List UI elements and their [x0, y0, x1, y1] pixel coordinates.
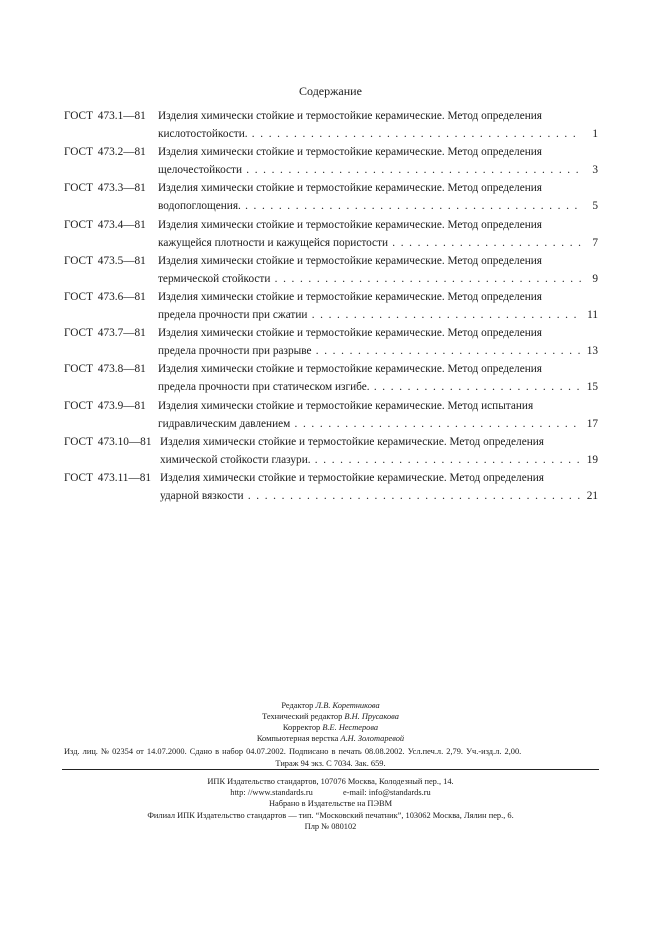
toc-page-number: 11: [587, 308, 598, 321]
page-title: Содержание: [299, 84, 362, 98]
credit-name: В.Е. Нестерова: [322, 723, 379, 732]
toc-page-number: 7: [592, 236, 598, 249]
toc-title-line2: термической стойкости . . .: [158, 273, 582, 285]
printing-details: Изд. лиц. № 02354 от 14.07.2000. Сдано в набор 04.07.2002. Подписано в печать 08.08.2002. Усл.печ.л. 2,79. Уч.-изд.л. 2,00.: [64, 747, 522, 756]
toc-page-number: 1: [592, 128, 598, 140]
credit-corrector: [0, 722, 661, 733]
toc-title-line1: Изделия химически стойкие и термостойкие керамические. Метод определения: [158, 254, 542, 267]
toc-standard-code: ГОСТ 473.11—81: [64, 471, 152, 484]
toc-entry: [64, 142, 604, 178]
toc-entry: [64, 432, 604, 468]
editorial-credits: [0, 700, 661, 744]
credit-role: Технический редактор: [262, 712, 343, 721]
toc-page-number: 5: [592, 200, 598, 213]
toc-title-line2: гидравлическим давлением . . .: [158, 418, 582, 430]
toc-standard-code: ГОСТ 473.8—81: [64, 363, 146, 376]
credit-name: В.Н. Прусакова: [344, 712, 399, 721]
toc-page-number: 21: [586, 489, 598, 502]
toc-standard-code: ГОСТ 473.4—81: [64, 218, 146, 231]
toc-entry: [64, 251, 604, 287]
toc-title-line1: Изделия химически стойкие и термостойкие керамические. Метод определения: [158, 110, 542, 122]
toc-title-line2: предела прочности при статическом изгибе. . . .: [158, 381, 582, 393]
toc-title-line1: Изделия химически стойкие и термостойкие керамические. Метод определения: [158, 327, 542, 340]
toc-title-line1: Изделия химически стойкие и термостойкие керамические. Метод испытания: [158, 399, 534, 412]
circulation-details: Тираж 94 экз. С 7034. Зак. 659.: [275, 759, 386, 768]
toc-standard-code: ГОСТ 473.10—81: [64, 435, 152, 448]
toc-page-number: 13: [586, 345, 598, 358]
toc-title-line1: Изделия химически стойкие и термостойкие керамические. Метод определения: [160, 435, 544, 448]
toc-entry: [64, 323, 604, 359]
toc-title-line1: Изделия химически стойкие и термостойкие керамические. Метод определения: [158, 146, 542, 159]
license-number: Плр № 080102: [304, 821, 357, 831]
credit-editor: [0, 700, 661, 711]
toc-title-line2: щелочестойкости . . .: [158, 164, 582, 176]
toc-standard-code: ГОСТ 473.5—81: [64, 254, 146, 267]
toc-entry: [64, 287, 604, 323]
credit-name: А.Н. Золотаревой: [340, 734, 405, 743]
toc-page-number: 19: [586, 453, 598, 466]
printing-house: Филиал ИПК Издательство стандартов — тип. “Московский печатник”, 103062 Москва, Лялин пер., 6.: [147, 810, 514, 820]
toc-title-line2: предела прочности при сжатии . . .: [158, 309, 582, 321]
toc-title-line2: кажущейся плотности и кажущейся пористости . . .: [158, 237, 582, 249]
toc-standard-code: ГОСТ 473.6—81: [64, 290, 146, 303]
toc-title-line1: Изделия химически стойкие и термостойкие керамические. Метод определения: [158, 182, 542, 195]
divider: [62, 769, 599, 770]
toc-title-line1: Изделия химически стойкие и термостойкие керамические. Метод определения: [158, 290, 542, 303]
credit-layout: [0, 733, 661, 744]
credit-name: Л.В. Коретникова: [315, 701, 380, 710]
toc-standard-code: ГОСТ 473.3—81: [64, 182, 146, 195]
toc-standard-code: ГОСТ 473.9—81: [64, 399, 146, 412]
credit-technical-editor: [0, 711, 661, 722]
toc-standard-code: ГОСТ 473.7—81: [64, 327, 146, 340]
toc-standard-code: ГОСТ 473.2—81: [64, 146, 146, 159]
publisher-info: [0, 776, 661, 832]
toc-page-number: 9: [592, 272, 598, 285]
toc-page-number: 3: [592, 164, 598, 177]
credit-role: Редактор: [281, 701, 314, 710]
toc-page-number: 17: [586, 417, 598, 430]
toc-entry: [64, 359, 604, 395]
toc-title-line1: Изделия химически стойкие и термостойкие керамические. Метод определения: [160, 471, 544, 484]
toc-title-line2: водопоглощения. . . .: [158, 200, 582, 212]
toc-title-line2: кислотостойкости. . . .: [158, 128, 582, 140]
toc-standard-code: ГОСТ 473.1—81: [64, 110, 146, 122]
table-of-contents: [64, 106, 604, 504]
publisher-email: e-mail: info@standards.ru: [342, 788, 431, 798]
credit-role: Компьютерная верстка: [256, 734, 339, 743]
toc-entry: [64, 178, 604, 214]
toc-entry: [64, 468, 604, 504]
toc-page-number: 15: [586, 381, 598, 394]
publisher-contacts: [0, 787, 661, 798]
toc-title-line2: химической стойкости глазури. . . .: [160, 454, 582, 466]
publisher-address: ИПК Издательство стандартов, 107076 Москва, Колодезный пер., 14.: [207, 777, 454, 786]
credit-role: Корректор: [282, 723, 321, 732]
toc-title-line1: Изделия химически стойкие и термостойкие керамические. Метод определения: [158, 363, 542, 376]
typesetting-note: Набрано в Издательстве на ПЭВМ: [268, 799, 393, 809]
publisher-website: http: //www.standards.ru: [230, 788, 313, 798]
toc-entry: [64, 396, 604, 432]
toc-entry: [64, 106, 604, 142]
toc-entry: [64, 215, 604, 251]
toc-title-line1: Изделия химически стойкие и термостойкие керамические. Метод определения: [158, 218, 542, 231]
toc-title-line2: предела прочности при разрыве . . .: [158, 345, 582, 357]
toc-title-line2: ударной вязкости . . .: [160, 490, 582, 502]
